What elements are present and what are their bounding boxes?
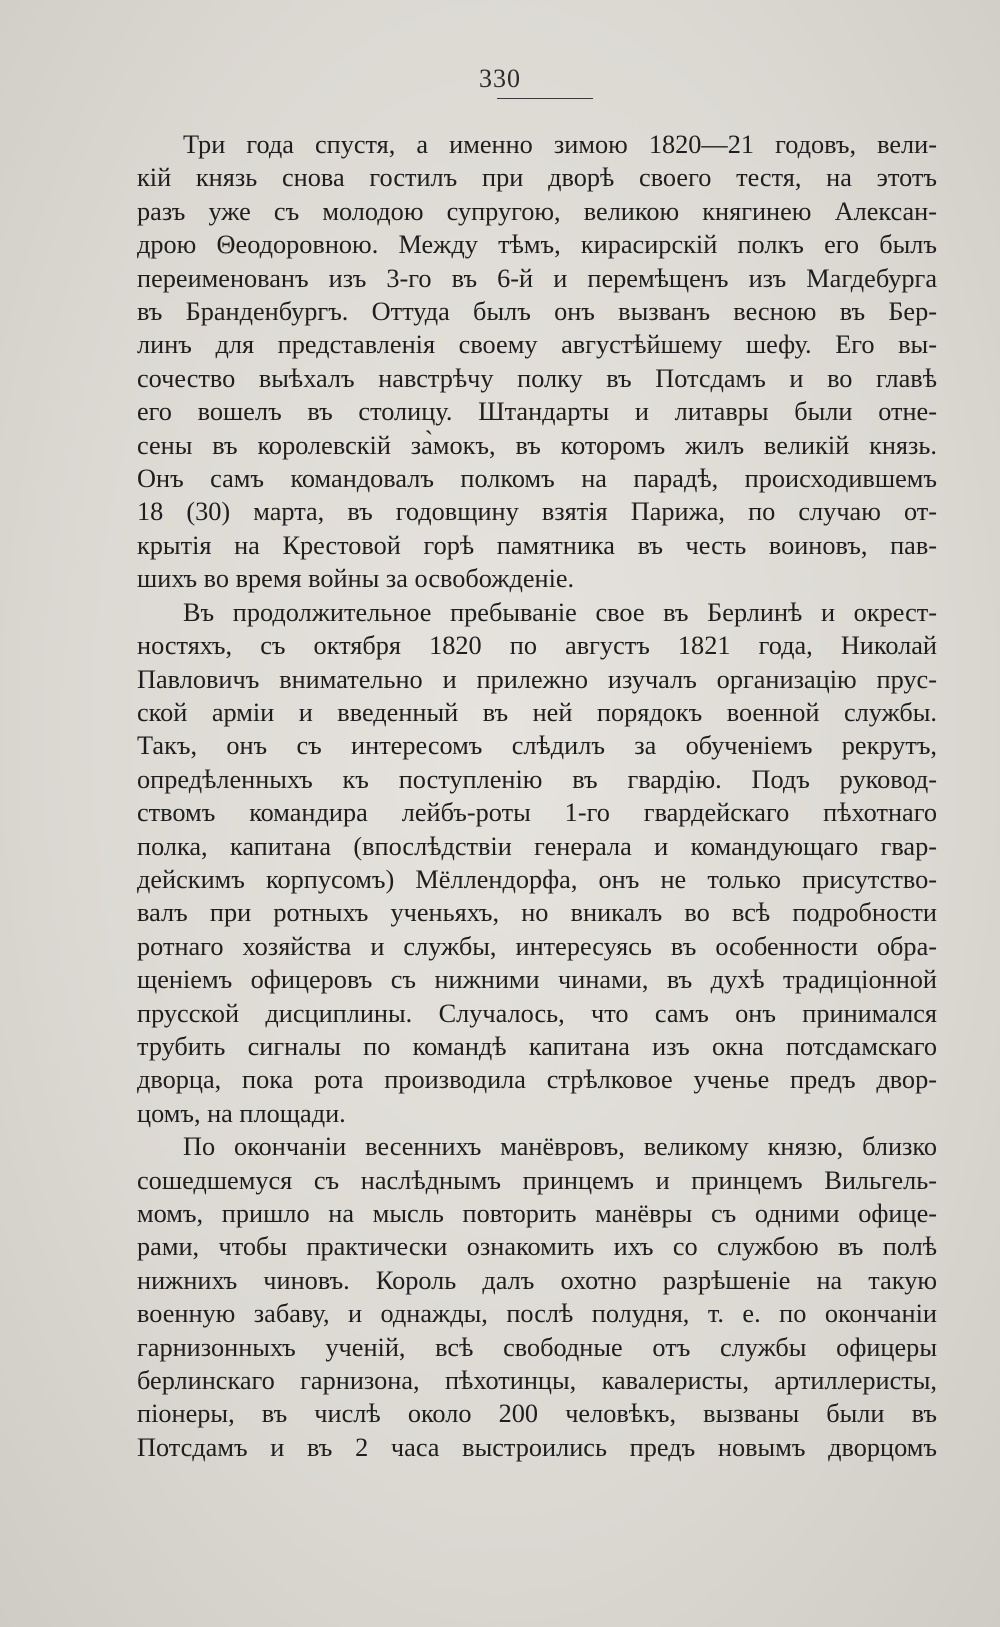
text-line: Три года спустя, а именно зимою 1820—21 годовъ, вели- — [183, 130, 937, 159]
text-line: ротнаго хозяйства и службы, интересуясь въ особенности обра- — [137, 931, 937, 961]
text-line: Павловичъ внимательно и прилежно изучалъ организацію прус- — [137, 664, 937, 694]
text-line: дворца, пока рота производила стрѣлковое ученье предъ двор- — [137, 1065, 937, 1095]
paragraph — [137, 596, 937, 1131]
text-line: 18 (30) марта, въ годовщину взятія Парижа, по случаю от- — [137, 497, 937, 527]
text-line: сошедшемуся съ наслѣднымъ принцемъ и принцемъ Вильгель- — [137, 1165, 937, 1195]
text-line: военную забаву, и однажды, послѣ полудня, т. е. по окончаніи — [137, 1299, 937, 1329]
text-line: дейскимъ корпусомъ) Мёллендорфа, онъ не только присутство- — [137, 864, 937, 894]
text-line: Такъ, онъ съ интересомъ слѣдилъ за обученіемъ рекрутъ, — [137, 731, 937, 761]
text-line: трубить сигналы по командѣ капитана изъ окна потсдамскаго — [137, 1031, 937, 1061]
text-line: сочество выѣхалъ навстрѣчу полку въ Потсдамъ и во главѣ — [137, 363, 937, 393]
text-line: крытія на Крестовой горѣ памятника въ честь воиновъ, пав- — [137, 530, 937, 560]
text-line: рами, чтобы практически ознакомить ихъ со службою въ полѣ — [137, 1232, 937, 1262]
text-line: Въ продолжительное пребываніе свое въ Берлинѣ и окрест- — [183, 597, 937, 627]
text-line: шихъ во время войны за освобожденіе. — [137, 564, 575, 594]
text-line: его вошелъ въ столицу. Штандарты и литавры были отне- — [137, 397, 937, 427]
text-line: переименованъ изъ 3-го въ 6-й и перемѣщенъ изъ Магдебурга — [137, 263, 937, 293]
text-line: ствомъ командира лейбъ-роты 1-го гвардейскаго пѣхотнаго — [137, 798, 937, 828]
text-line: щеніемъ офицеровъ съ нижними чинами, въ духѣ традиціонной — [137, 965, 937, 995]
text-line: ностяхъ, съ октября 1820 по августъ 1821 года, Николай — [137, 631, 937, 661]
text-line: ской арміи и введенный въ ней порядокъ военной службы. — [137, 697, 937, 727]
text-line: валъ при ротныхъ ученьяхъ, но вникалъ во всѣ подробности — [137, 898, 937, 928]
text-line: прусской дисциплины. Случалось, что самъ онъ принимался — [137, 998, 937, 1028]
text-line: кій князь снова гостилъ при дворѣ своего тестя, на этотъ — [137, 163, 937, 193]
page-number: 330 — [479, 64, 521, 93]
text-line: разъ уже съ молодою супругою, великою княгинею Алексан- — [137, 196, 937, 226]
text-line: Онъ самъ командовалъ полкомъ на парадѣ, происходившемъ — [137, 464, 937, 494]
text-line: въ Бранденбургъ. Оттуда былъ онъ вызванъ весною въ Бер- — [137, 297, 937, 327]
paragraph — [137, 128, 937, 596]
text-line: берлинскаго гарнизона, пѣхотинцы, кавалеристы, артиллеристы, — [137, 1366, 937, 1396]
text-line: По окончаніи весеннихъ манёвровъ, великому князю, близко — [183, 1132, 937, 1162]
text-line: линъ для представленія своему августѣйшему шефу. Его вы- — [137, 330, 937, 360]
text-line: Потсдамъ и въ 2 часа выстроились предъ новымъ дворцомъ — [137, 1432, 937, 1462]
text-line: дрою Θеодоровною. Между тѣмъ, кирасирскій полкъ его былъ — [137, 230, 937, 260]
text-line: сены въ королевскій за̀мокъ, въ которомъ жилъ великій князь. — [137, 430, 937, 460]
text-line: гарнизонныхъ ученій, всѣ свободные отъ службы офицеры — [137, 1332, 937, 1362]
text-line: момъ, пришло на мысль повторить манёвры съ одними офице- — [137, 1199, 937, 1228]
body-text — [137, 128, 937, 1464]
text-line: опредѣленныхъ къ поступленію въ гвардію. Подъ руковод- — [137, 764, 937, 794]
text-line: полка, капитана (впослѣдствіи генерала и командующаго гвар- — [137, 831, 937, 861]
page-number-rule — [497, 98, 593, 99]
text-line: нижнихъ чиновъ. Король далъ охотно разрѣшеніе на такую — [137, 1265, 937, 1295]
paragraph — [137, 1130, 937, 1464]
text-line: цомъ, на площади. — [137, 1098, 346, 1128]
text-line: піонеры, въ числѣ около 200 человѣкъ, вызваны были въ — [137, 1399, 937, 1429]
